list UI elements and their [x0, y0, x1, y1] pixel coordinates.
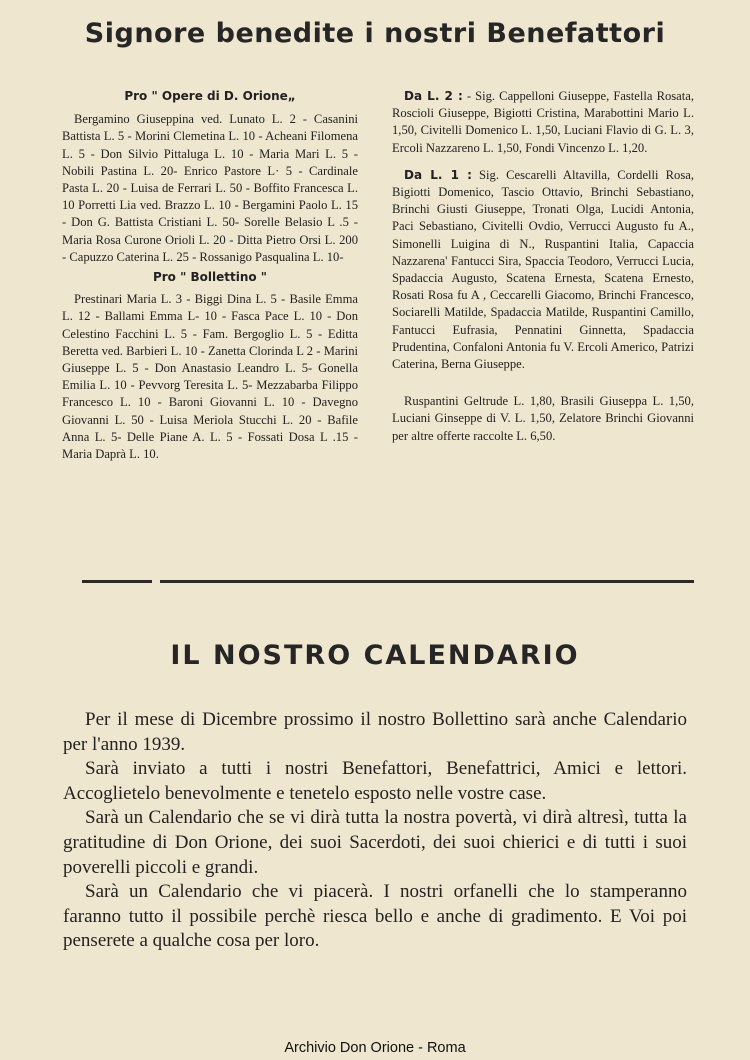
section-divider-gap — [152, 576, 160, 585]
da-l2-lead: Da L. 2 : — [404, 89, 463, 103]
calendar-paragraph-1: Per il mese di Dicembre prossimo il nostro Bollettino sarà anche Calendario per l'anno 1939. — [63, 709, 687, 755]
opere-donors-list: Bergamino Giuseppina ved. Lunato L. 2 - Casanini Battista L. 5 - Morini Clemetina L. 10 - Acheani Filomena L. 5 - Don Silvio Pittaluga L. 10 - Maria Mari L. 5 - Nobili Pastina L. 20- Enrico Pastore L· 5 - Cardinale Pasta L. 20 - Luisa de Ferrari L. 50 - Boffito Francesca L. 10 Porretti Lia ved. Brazzo L. 10 - Bergamini Paolo L. 15 - Don G. Battista Cristiani L. 50- Sorelle Belasio L .5 - Maria Rosa Curone Orioli L. 20 - Ditta Pietro Orsi L. 200 - Capuzzo Caterina L. 25 - Rossanigo Pasqualina L. 10- — [62, 112, 358, 264]
extra-donors: Ruspantini Geltrude L. 1,80, Brasili Giuseppa L. 1,50, Luciani Ginseppe di V. L. 1,50, Zelatore Brinchi Giovanni per altre offerte raccolte L. 6,50. — [392, 394, 694, 443]
section-divider — [82, 580, 694, 583]
right-column — [392, 88, 694, 445]
da-l2-donors — [392, 88, 694, 157]
da-l1-lead: Da L. 1 : — [404, 167, 472, 182]
da-l1-text: Sig. Cescarelli Altavilla, Cordelli Rosa, Bigiotti Domenico, Tascio Ottavio, Brinchi Sebastiano, Brinchi Giusti Giuseppe, Tronati Olga, Lucidi Antonia, Paci Sebastiano, Civitelli Ovdio, Verrucci Augusto fu A., Simonelli Luigina di N., Ruspantini Italia, Capaccia Nazzarena' Fantucci Sira, Spaccia Teodoro, Verrucci Lucia, Spadaccia Augusto, Scatena Ernesta, Scatena Ernesto, Rosati Rosa fu A , Ceccarelli Giacomo, Brinchi Francesco, Sociarelli Matilde, Spadaccia Matilde, Ruspantini Camillo, Fantucci Eufrasia, Pennatini Ginnetta, Spadaccia Prudentina, Confaloni Antonia fu V. Ercoli Americo, Patrizi Caterina, Berna Giuseppe. — [392, 167, 694, 372]
left-column — [62, 88, 358, 463]
calendar-body — [63, 708, 687, 954]
opere-section-title: Pro " Opere di D. Orione„ — [124, 89, 296, 103]
archive-footer: Archivio Don Orione - Roma — [284, 1040, 466, 1056]
page-title: Signore benedite i nostri Benefattori — [84, 18, 666, 49]
calendar-paragraph-2: Sarà inviato a tutti i nostri Benefattori, Benefattrici, Amici e lettori. Accoglietelo benevolmente e tenetelo esposto nelle vostre case. — [63, 758, 687, 804]
calendar-title: IL NOSTRO CALENDARIO — [170, 640, 580, 671]
calendar-paragraph-4: Sarà un Calendario che vi piacerà. I nostri orfanelli che lo stamperanno faranno tutto il possibile perchè riesca bello e anche di gradimento. E Voi poi penserete a qualche cosa per loro. — [63, 881, 687, 952]
calendar-paragraph-3: Sarà un Calendario che se vi dirà tutta la nostra povertà, vi dirà altresì, tutta la gratitudine di Don Orione, dei suoi Sacerdoti, dei suoi chierici e di tutti i suoi poverelli piccoli e grandi. — [63, 807, 687, 878]
bollettino-section-title: Pro " Bollettino " — [152, 270, 268, 285]
da-l1-donors — [392, 167, 694, 373]
da-l2-text: - Sig. Cappelloni Giuseppe, Fastella Rosata, Roscioli Giuseppe, Bigiotti Cristina, Marabottini Mario L. 1,50, Civitelli Domenico L. 1,50, Luciani Flavio di G. L. 3, Ercoli Nazzareno L. 1,50, Fondi Vincenzo L. 1,20. — [392, 89, 694, 155]
bollettino-donors-list: Prestinari Maria L. 3 - Biggi Dina L. 5 - Basile Emma L. 12 - Ballami Emma L- 10 - Fasca Pace L. 10 - Don Celestino Facchini L. 5 - Fam. Bergoglio L. 5 - Editta Beretta ved. Barbieri L. 10 - Zanetta Clorinda L 2 - Marini Giuseppe L. 5 - Don Anastasio Leandro L. 5- Gonella Emilia L. 10 - Pevvorg Teresita L. 5- Mezzabarba Filippo Francesco L. 10 - Baroni Giovanni L. 10 - Davegno Giovanni L. 50 - Luisa Meriola Stucchi L. 20 - Bafile Anna L. 5- Delle Piane A. L. 5 - Fossati Dosa L .15 - Maria Daprà L. 10. — [62, 292, 358, 462]
